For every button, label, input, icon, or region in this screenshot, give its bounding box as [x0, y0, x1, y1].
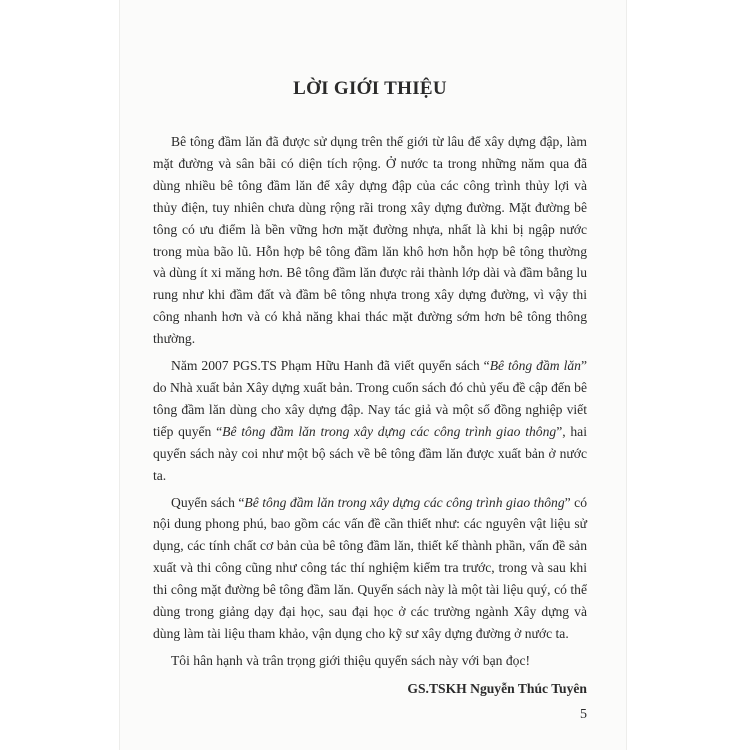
author-signature: GS.TSKH Nguyễn Thúc Tuyên [407, 680, 587, 696]
paragraph-text: ”, hai quyển sách này coi như một bộ sách về bê tông đầm lăn được xuất bản ở nước ta. [153, 423, 587, 483]
paragraph [153, 355, 587, 486]
document-page [153, 0, 587, 750]
page-title: LỜI GIỚI THIỆU [293, 78, 447, 99]
body-text [153, 131, 587, 700]
paragraph [153, 650, 587, 672]
paragraph-text: Tôi hân hạnh và trân trọng giới thiệu quyển sách này với bạn đọc! [171, 652, 531, 668]
book-title-italic: Bê tông đầm lăn trong xây dựng các công trình giao thông [244, 494, 565, 510]
paragraph-text: ” do Nhà xuất bản Xây dựng xuất bản. Trong cuốn sách đó chủ yếu đề cập đến bê tông đầm lăn dùng cho xây dựng đập. Nay tác giả và một số đồng nghiệp viết tiếp quyển “ [153, 358, 587, 439]
page-number: 5 [580, 707, 587, 722]
book-title-italic: Bê tông đầm lăn [489, 358, 581, 374]
paragraph [153, 492, 587, 645]
paragraph-text: Bê tông đầm lăn đã được sử dụng trên thế giới từ lâu để xây dựng đập, làm mặt đường và sân bãi có diện tích rộng. Ở nước ta trong những năm qua đã dùng nhiều bê tông đầm lăn để xây dựng đập của các công trình thủy lợi và thủy điện, tuy nhiên chưa dùng rộng rãi trong xây dựng đường. Mặt đường bê tông có ưu điểm là bền vững hơn mặt đường nhựa, nhất là khi bị ngập nước trong mùa bão lũ. Hỗn hợp bê tông đầm lăn khô hơn hỗn hợp bê tông thường và dùng ít xi măng hơn. Bê tông đầm lăn được rải thành lớp dài và đầm bằng lu rung như khi đầm đất và đầm bê tông nhựa trong xây dựng đường, vì vậy thi công nhanh hơn và có khả năng khai thác mặt đường sớm hơn bê tông thông thường. [153, 134, 587, 347]
paragraph-text: ” có nội dung phong phú, bao gồm các vấn đề cần thiết như: các nguyên vật liệu sử dụng, các tính chất cơ bản của bê tông đầm lăn, thiết kế thành phần, vấn đề sản xuất và thi công cũng như công tác thí nghiệm kiểm tra trước, trong và sau khi thi công mặt đường bê tông đầm lăn. Quyển sách này là một tài liệu quý, có thể dùng trong giảng dạy đại học, sau đại học ở các trường ngành Xây dựng và dùng làm tài liệu tham khảo, vận dụng cho kỹ sư xây dựng đường ở nước ta. [153, 494, 587, 641]
paragraph-text: Năm 2007 PGS.TS Phạm Hữu Hanh đã viết quyển sách “ [171, 358, 490, 374]
paragraph-text: Quyển sách “ [171, 494, 245, 510]
book-title-italic: Bê tông đầm lăn trong xây dựng các công trình giao thông [222, 423, 557, 439]
paragraph [153, 131, 587, 350]
